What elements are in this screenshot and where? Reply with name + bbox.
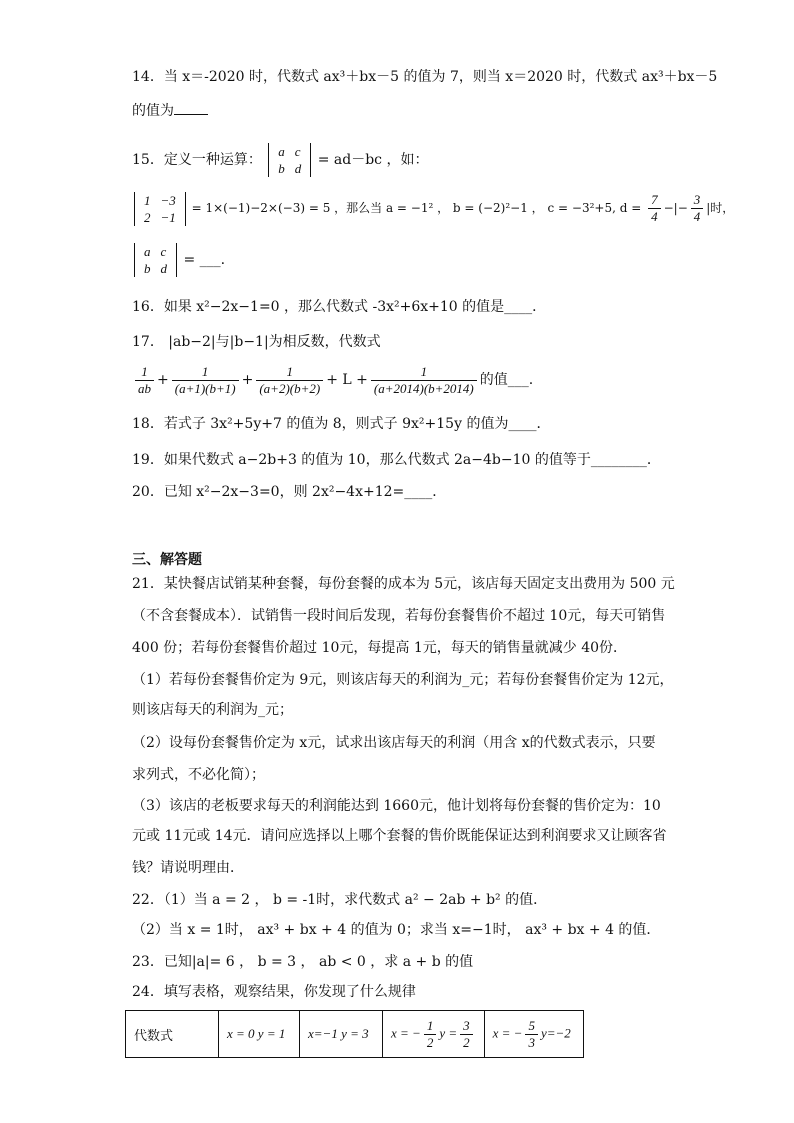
q17-tail: 的值___. — [479, 372, 534, 388]
table-cell: x = 0 y = 1 — [219, 1011, 300, 1058]
q14-line1: 14．当 x＝-2020 时，代数式 ax³＋bx－5 的值为 7，则当 x＝2020 时，代数式 ax³＋bx－5 — [132, 69, 718, 85]
frac-den: 2 — [463, 1034, 470, 1050]
q22-line: （2）当 x = 1时， ax³ + bx + 4 的值为 0；求当 x=−1时， ax³ + bx + 4 的值． — [132, 922, 661, 938]
fraction-3-4 — [691, 192, 704, 225]
determinant-ask — [134, 243, 177, 277]
q14-line2 — [132, 100, 208, 121]
frac-den: (a+2014)(b+2014) — [373, 380, 474, 396]
cell-frac — [424, 1018, 437, 1051]
ex-11: 1 — [144, 192, 151, 208]
q17-line1: 17． |ab−2|与|b−1|为相反数，代数式 — [132, 334, 381, 350]
cell-frac — [525, 1018, 538, 1051]
det-c: c — [160, 244, 167, 259]
det-c: c — [294, 144, 301, 159]
frac-num: 3 — [460, 1018, 473, 1035]
q21-line: 元或 11元或 14元．请问应选择以上哪个套餐的售价既能保证达到利润要求又让顾客省 — [132, 828, 667, 844]
cell-text: x = − — [391, 1024, 421, 1040]
q20-line: 20．已知 x²−2x−3=0，则 2x²−4x+12=____． — [132, 484, 447, 500]
det-a: a — [278, 144, 285, 159]
q15-intro: 15．定义一种运算： — [132, 152, 262, 168]
frac-num: 7 — [648, 192, 661, 209]
q15-line1 — [132, 140, 428, 180]
q21-line: 400 份；若每份套餐售价超过 10元，每提高 1元，每天的销售量就减少 40份． — [132, 640, 628, 656]
q21-line: 则该店每天的利润为_元； — [132, 702, 293, 718]
ex-12: −3 — [160, 192, 176, 208]
cell-text: y = — [439, 1024, 458, 1040]
determinant-example — [134, 192, 186, 226]
q15-mid: −|− — [663, 201, 688, 215]
ex-22: −1 — [160, 209, 176, 225]
frac-num: 1 — [256, 364, 323, 381]
table-cell — [383, 1011, 485, 1058]
cell-text: x = − — [492, 1024, 523, 1040]
q15-def-rhs: = ad－bc ，如： — [317, 152, 429, 168]
frac-num: 3 — [691, 192, 704, 209]
frac-den: 4 — [693, 209, 701, 224]
frac-num: 1 — [172, 364, 239, 381]
cell-frac — [460, 1018, 473, 1051]
ex-21: 2 — [144, 209, 151, 225]
q14-line2-text: 的值为 — [132, 103, 174, 119]
q16-line: 16．如果 x²−2x−1=0 ，那么代数式 -3x²+6x+10 的值是____． — [132, 299, 547, 315]
det-b: b — [144, 261, 151, 276]
table-cell: x=−1 y = 3 — [300, 1011, 383, 1058]
q17-frac2 — [172, 364, 239, 397]
frac-den: (a+2)(b+2) — [259, 380, 321, 396]
section-heading: 三、解答题 — [132, 552, 202, 568]
cell-text: y=−2 — [540, 1024, 571, 1040]
q23-line: 23．已知|a|= 6 ， b = 3 ， ab < 0 ，求 a + b 的值 — [132, 954, 474, 970]
q17-line2: $\frac{1}{ab}$ + $\frac{1}{(a+1)(b+1)}$ + $\frac{1}{(a+2)(b+2)}$ + L + $\frac{1}{(a+2014)(b+2014)}$ 的值___. — [132, 360, 533, 400]
q19-line: 19．如果代数式 a−2b+3 的值为 10，那么代数式 2a−4b−10 的值等于________． — [132, 452, 661, 468]
q21-line: （2）设每份套餐售价定为 x元，试求出该店每天的利润（用含 x的代数式表示，只要 — [132, 735, 656, 751]
q21-line: 求列式，不必化简）； — [132, 767, 265, 783]
fraction-7-4 — [648, 192, 661, 225]
frac-num: 5 — [525, 1018, 538, 1035]
frac-num: 1 — [424, 1018, 437, 1035]
q24-line: 24．填写表格，观察结果，你发现了什么规律 — [132, 984, 416, 1000]
frac-den: 4 — [651, 209, 658, 224]
frac-num: 1 — [135, 364, 154, 381]
q15-line3 — [132, 240, 225, 280]
q15-line2 — [132, 188, 734, 228]
q22-line: 22．（1）当 a = 2 ， b = -1时，求代数式 a² − 2ab + b² 的值． — [132, 892, 548, 908]
frac-den: ab — [138, 380, 151, 396]
q17-ellipsis: + L + — [326, 372, 368, 388]
q21-line: 21．某快餐店试销某种套餐，每份套餐的成本为 5元，该店每天固定支出费用为 500 元 — [132, 576, 675, 592]
q15-example-rhs: = 1×(−1)−2×(−3) = 5 ，那么当 a = −1² ， b = (−2)²−1 ， c = −3²+5, d = — [191, 201, 642, 215]
frac-den: 2 — [426, 1034, 434, 1050]
table-head: 代数式 — [126, 1011, 219, 1058]
q17-frac4 — [371, 364, 477, 397]
det-a: a — [144, 244, 151, 259]
q21-line: （1）若每份套餐售价定为 9元，则该店每天的利润为_元；若每份套餐售价定为 12元， — [132, 672, 674, 688]
det-d: d — [160, 261, 167, 276]
table-row — [126, 1011, 584, 1058]
q17-frac3 — [256, 364, 323, 397]
frac-den: 3 — [528, 1034, 535, 1050]
q15-end: |时， — [706, 201, 735, 215]
determinant-definition — [268, 143, 311, 177]
answer-blank — [174, 100, 208, 115]
det-b: b — [278, 161, 285, 176]
q17-frac1 — [135, 364, 154, 397]
fill-table — [125, 1010, 584, 1058]
frac-den: (a+1)(b+1) — [174, 380, 236, 396]
q21-line: （不含套餐成本）．试销售一段时间后发现，若每份套餐售价不超过 10元，每天可销售 — [132, 608, 666, 624]
table-cell — [484, 1011, 583, 1058]
q15-ask-rhs: = ___. — [183, 252, 226, 268]
q21-line: 钱？请说明理由． — [132, 860, 244, 876]
q21-line: （3）该店的老板要求每天的利润能达到 1660元，他计划将每份套餐的售价定为：10 — [132, 798, 661, 814]
q18-line: 18．若式子 3x²+5y+7 的值为 8，则式子 9x²+15y 的值为____． — [132, 416, 551, 432]
frac-num: 1 — [371, 364, 477, 381]
det-d: d — [294, 161, 302, 176]
